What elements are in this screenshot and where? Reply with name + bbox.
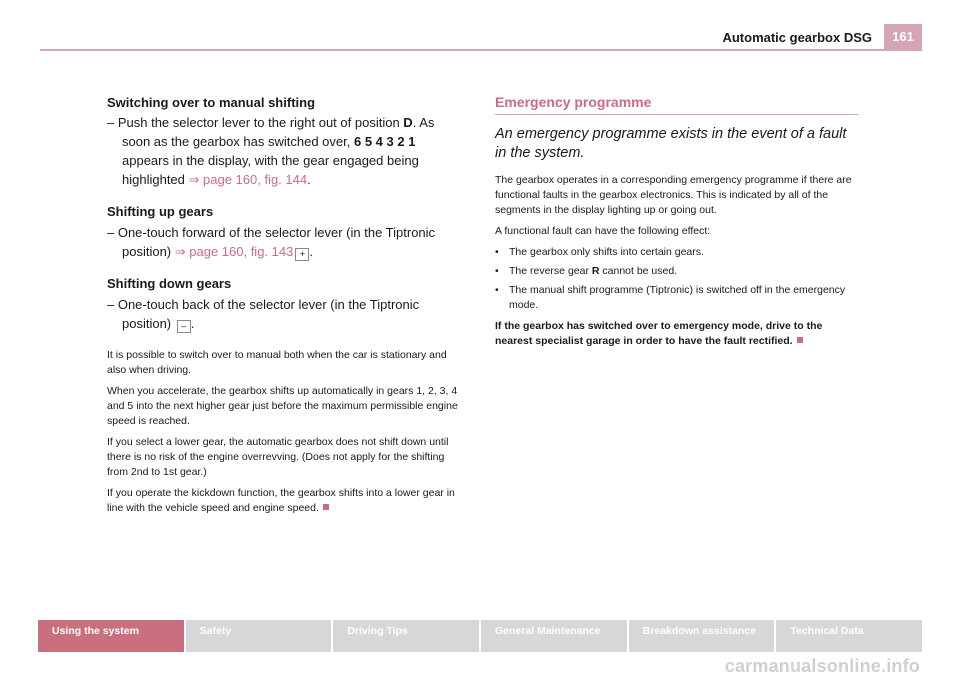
heading-shift-up: Shifting up gears [107,204,214,219]
page-number: 161 [884,24,922,50]
header-title: Automatic gearbox DSG [722,30,872,45]
bullet-icon: • [495,284,499,296]
watermark: carmanualsonline.info [724,656,920,676]
bullet-icon: • [495,265,499,277]
intro-text: An emergency programme exists in the event of a fault in the system. [495,126,847,161]
link-page-160-fig-143[interactable]: ⇒ page 160, fig. 143 [174,244,294,259]
paragraph-accelerate: When you accelerate, the gearbox shifts up automatically in gears 1, 2, 3, 4 and 5 into the next higher gear just before the maximum permissible engine speed is reached. [107,385,458,427]
paragraph-switch-manual: It is possible to switch over to manual both when the car is stationary and also when driving. [107,349,447,376]
paragraph-emergency: The gearbox operates in a corresponding emergency programme if there are functional faults in the gearbox electronics. This is indicated by all of the segments in the display lighting up or going out. [495,174,852,216]
paragraph-fault-rectify: If the gearbox has switched over to emergency mode, drive to the nearest specialist garage in order to have the fault rectified. [495,320,823,347]
tab-using-the-system[interactable]: Using the system [38,620,184,652]
left-column [107,94,465,516]
paragraph-kickdown: If you operate the kickdown function, the gearbox shifts into a lower gear in line with the vehicle speed and engine speed. [107,487,455,514]
right-column [495,94,858,349]
step-shift-down: – One-touch back of the selector lever (in the Tiptronic position) – . [107,297,420,331]
heading-shift-down: Shifting down gears [107,276,232,291]
minus-button-icon: – [177,320,191,333]
header-rule [40,49,922,51]
list-item: • The reverse gear R cannot be used. [495,265,678,277]
bullet-icon: • [495,246,499,258]
tab-safety[interactable]: Safety [186,620,332,652]
section-title: Emergency programme [495,94,858,115]
list-item: • The manual shift programme (Tiptronic) is switched off in the emergency mode. [495,284,846,311]
paragraph-effect: A functional fault can have the following effect: [495,225,711,237]
heading-manual-shifting: Switching over to manual shifting [107,95,316,110]
end-square-icon [323,504,329,510]
tab-breakdown-assistance[interactable]: Breakdown assistance [629,620,775,652]
tab-general-maintenance[interactable]: General Maintenance [481,620,627,652]
step-switch-manual: – Push the selector lever to the right out of position D. As soon as the gearbox has switched over, 6 5 4 3 2 1 appears in the display, with the gear engaged being highlighted ⇒ page 160, fig. 144. [107,115,435,187]
step-shift-up: – One-touch forward of the selector lever (in the Tiptronic position) ⇒ page 160, fig. 143 + . [107,225,436,259]
plus-button-icon: + [295,248,309,261]
end-square-icon [797,337,803,343]
link-page-160-fig-144[interactable]: ⇒ page 160, fig. 144 [188,172,308,187]
tab-technical-data[interactable]: Technical Data [776,620,922,652]
tab-driving-tips[interactable]: Driving Tips [333,620,479,652]
paragraph-lower-gear: If you select a lower gear, the automatic gearbox does not shift down until there is no risk of the engine overrevving. (Does not apply for the shifting from 2nd to 1st gear.) [107,436,449,478]
bottom-nav [38,620,922,652]
list-item: • The gearbox only shifts into certain gears. [495,246,704,258]
